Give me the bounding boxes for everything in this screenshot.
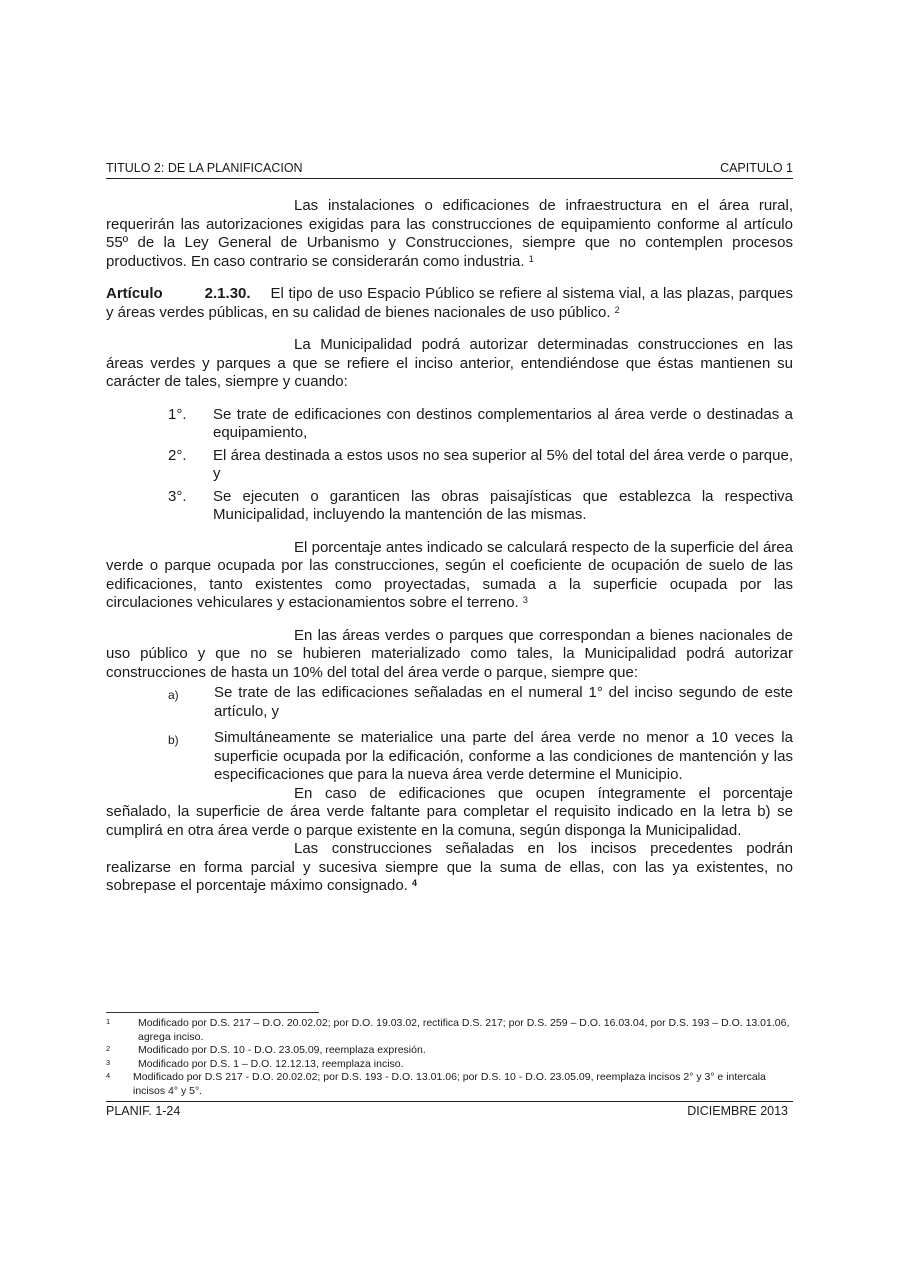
footnote (106, 1058, 793, 1072)
footnote-mark: 4 (106, 1071, 111, 1080)
document-page (106, 0, 793, 1280)
list-letter: b) (168, 733, 179, 747)
list-item (106, 729, 793, 785)
paragraph-text: El porcentaje antes indicado se calculará respecto de la superficie del área verde o parque ocupada por las construcciones, según el coeficiente de ocupación de suelo de las edificaciones, tanto existentes como proyectadas, sumada a la superficie ocupada por las circulaciones vehiculares y estacionamientos sobre el terreno. (106, 538, 793, 611)
list-number: 3°. (168, 487, 187, 505)
page-header (106, 161, 793, 179)
list-text: Simultáneamente se materialice una parte del área verde no menor a 10 veces la superficie ocupada por la edificación, conforme a las condiciones de mantención y las especificaciones que para la nueva área verde determine el Municipio. (214, 729, 793, 783)
article-text: El tipo de uso Espacio Público se refiere al sistema vial, a las plazas, parques y áreas verdes públicas, en su calidad de bienes nacionales de uso público. (106, 285, 793, 321)
footnote-ref: 4 (412, 878, 418, 888)
footnote-ref: 3 (522, 595, 528, 605)
footnote (106, 1044, 793, 1058)
footer-page-number: PLANIF. 1-24 (106, 1104, 181, 1118)
list-text: Se ejecuten o garanticen las obras paisajísticas que establezca la respectiva Municipalidad, incluyendo la mantención de las mismas. (213, 487, 793, 523)
document-body (106, 197, 793, 896)
list-number: 2°. (168, 446, 187, 464)
footnote-text: Modificado por D.S. 1 – D.O. 12.12.13, reemplaza inciso. (138, 1057, 404, 1070)
paragraph-text: Las instalaciones o edificaciones de infraestructura en el área rural, requerirán las autorizaciones exigidas para las construcciones de equipamiento conforme al artículo 55º de la Ley General de Urbanismo y Construcciones, siempre que no contemplen procesos productivos. En caso contrario se considerarán como industria. (106, 197, 793, 270)
paragraph (106, 197, 793, 271)
footnote-mark: 1 (106, 1017, 111, 1026)
list-item (106, 684, 793, 721)
paragraph-text: Las construcciones señaladas en los incisos precedentes podrán realizarse en forma parcial y sucesiva siempre que la suma de ellas, con las ya existentes, no sobrepase el porcentaje máximo consignado. (106, 840, 793, 894)
footnote-mark: 3 (106, 1057, 111, 1067)
footnote-text: Modificado por D.S. 10 - D.O. 23.05.09, reemplaza expresión. (138, 1044, 426, 1056)
numbered-list (106, 406, 793, 525)
list-item (106, 406, 793, 443)
header-chapter: CAPITULO 1 (720, 161, 793, 175)
footnote-ref: 1 (528, 253, 534, 264)
article-label: Artículo (106, 285, 163, 302)
header-title: TITULO 2: DE LA PLANIFICACION (106, 161, 303, 175)
list-item (106, 447, 793, 484)
paragraph: En las áreas verdes o parques que correspondan a bienes nacionales de uso público y que no se hubieren materializado como tales, la Municipalidad podrá autorizar construcciones de hasta un 10% del total del área verde o parque, siempre que: (106, 626, 793, 681)
paragraph: La Municipalidad podrá autorizar determinadas construcciones en las áreas verdes y parques a que se refiere el inciso anterior, entendiéndose que éstas mantienen su carácter de tales, siempre y cuando: (106, 336, 793, 390)
article-number: 2.1.30. (204, 285, 251, 302)
list-text: El área destinada a estos usos no sea superior al 5% del total del área verde o parque, y (213, 446, 793, 482)
paragraph (106, 840, 793, 896)
footer-rule (106, 1101, 793, 1102)
footer-date: DICIEMBRE 2013 (687, 1104, 788, 1118)
list-number: 1°. (168, 405, 187, 423)
article-paragraph (106, 285, 793, 322)
lettered-list (106, 684, 793, 785)
list-text: Se trate de edificaciones con destinos complementarios al área verde o destinadas a equipamiento, (213, 405, 793, 441)
list-text: Se trate de las edificaciones señaladas en el numeral 1° del inciso segundo de este artículo, y (214, 684, 793, 720)
footnote (106, 1017, 793, 1044)
footnote-text: Modificado por D.S. 217 – D.O. 20.02.02; por D.O. 19.03.02, rectifica D.S. 217; por D.S. 259 – D.O. 16.03.04, por D.S. 193 – D.O. 13.01.06, agrega inciso. (138, 1017, 790, 1043)
footnotes (106, 1017, 793, 1098)
paragraph (106, 539, 793, 613)
footnote-text: Modificado por D.S 217 - D.O. 20.02.02; por D.S. 193 - D.O. 13.01.06; por D.S. 10 - D.O. 23.05.09, reemplaza incisos 2° y 3° e intercala incisos 4° y 5°. (133, 1071, 766, 1097)
footnote-ref: 2 (614, 304, 620, 315)
footnote-separator (106, 1012, 319, 1013)
list-letter: a) (168, 688, 179, 702)
list-item (106, 488, 793, 525)
footnote-mark: 2 (106, 1044, 111, 1053)
paragraph: En caso de edificaciones que ocupen íntegramente el porcentaje señalado, la superficie de área verde faltante para completar el requisito indicado en la letra b) se cumplirá en otra área verde o parque existente en la comuna, según disponga la Municipalidad. (106, 784, 793, 839)
footnote (106, 1071, 793, 1098)
